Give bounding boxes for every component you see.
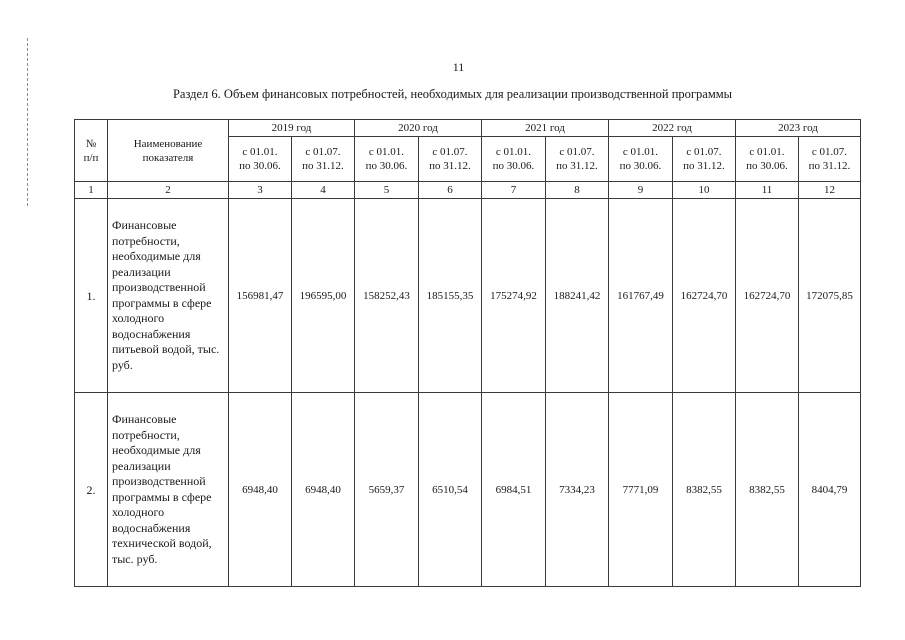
- table-row: [75, 199, 861, 393]
- row-value: 8382,55: [736, 393, 799, 587]
- column-number: 3: [229, 182, 292, 199]
- financial-needs-table: [74, 119, 861, 587]
- column-number: 12: [799, 182, 861, 199]
- row-value: 162724,70: [673, 199, 736, 393]
- column-number: 8: [546, 182, 609, 199]
- column-number: 1: [75, 182, 108, 199]
- row-value: 6510,54: [419, 393, 482, 587]
- row-index: 1.: [75, 199, 108, 393]
- row-value: 158252,43: [355, 199, 419, 393]
- row-value: 8382,55: [673, 393, 736, 587]
- header-period: с 01.07. по 31.12.: [673, 137, 736, 182]
- column-number: 5: [355, 182, 419, 199]
- row-value: 6984,51: [482, 393, 546, 587]
- row-value: 7771,09: [609, 393, 673, 587]
- header-indicator-name: Наименование показателя: [108, 120, 229, 182]
- header-year: 2023 год: [736, 120, 861, 137]
- table-row: [75, 393, 861, 587]
- column-number: 4: [292, 182, 355, 199]
- row-value: 7334,23: [546, 393, 609, 587]
- row-value: 196595,00: [292, 199, 355, 393]
- column-number: 10: [673, 182, 736, 199]
- row-value: 8404,79: [799, 393, 861, 587]
- section-title: Раздел 6. Объем финансовых потребностей, необходимых для реализации производственной программы: [172, 87, 733, 101]
- header-year: 2022 год: [609, 120, 736, 137]
- row-indicator: Финансовые потребности, необходимые для реализации производственной программы в сфере холодного водоснабжения питьевой водой, тыс. руб.: [108, 199, 229, 393]
- row-value: 188241,42: [546, 199, 609, 393]
- row-value: 172075,85: [799, 199, 861, 393]
- row-value: 6948,40: [292, 393, 355, 587]
- header-row-years: [75, 120, 861, 137]
- header-period: с 01.07. по 31.12.: [546, 137, 609, 182]
- header-year: 2021 год: [482, 120, 609, 137]
- header-year: 2020 год: [355, 120, 482, 137]
- header-period: с 01.01. по 30.06.: [355, 137, 419, 182]
- column-number: 7: [482, 182, 546, 199]
- header-period: с 01.07. по 31.12.: [419, 137, 482, 182]
- row-value: 6948,40: [229, 393, 292, 587]
- header-period: с 01.07. по 31.12.: [799, 137, 861, 182]
- column-number: 6: [419, 182, 482, 199]
- header-row-column-numbers: [75, 182, 861, 199]
- page-number: 11: [452, 60, 465, 74]
- row-value: 162724,70: [736, 199, 799, 393]
- header-period: с 01.01. по 30.06.: [736, 137, 799, 182]
- header-period: с 01.01. по 30.06.: [229, 137, 292, 182]
- row-value: 161767,49: [609, 199, 673, 393]
- header-number: № п/п: [75, 120, 108, 182]
- row-indicator: Финансовые потребности, необходимые для реализации производственной программы в сфере холодного водоснабжения технической водой, тыс. руб.: [108, 393, 229, 587]
- header-period: с 01.07. по 31.12.: [292, 137, 355, 182]
- column-number: 2: [108, 182, 229, 199]
- column-number: 9: [609, 182, 673, 199]
- column-number: 11: [736, 182, 799, 199]
- row-value: 5659,37: [355, 393, 419, 587]
- row-value: 156981,47: [229, 199, 292, 393]
- header-period: с 01.01. по 30.06.: [609, 137, 673, 182]
- row-value: 185155,35: [419, 199, 482, 393]
- header-year: 2019 год: [229, 120, 355, 137]
- row-index: 2.: [75, 393, 108, 587]
- header-period: с 01.01. по 30.06.: [482, 137, 546, 182]
- row-value: 175274,92: [482, 199, 546, 393]
